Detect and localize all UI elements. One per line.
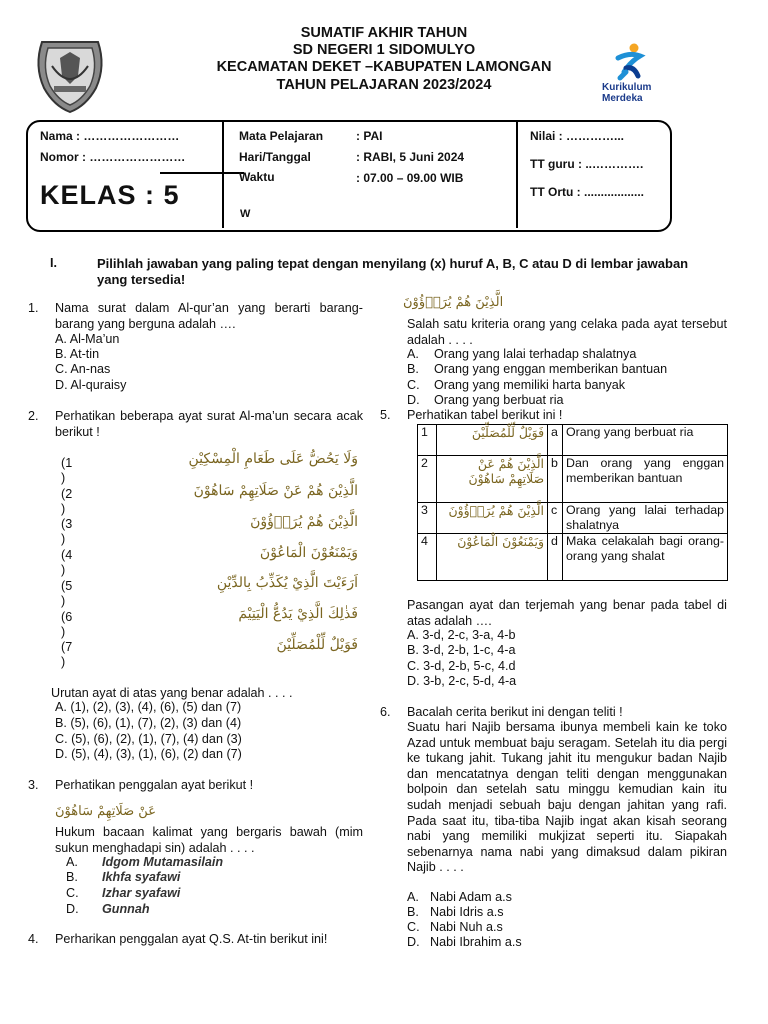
logo-text-merdeka: Merdeka: [602, 93, 643, 104]
q5-option-c[interactable]: C. 3-d, 2-b, 5-c, 4.d: [407, 659, 516, 673]
kelas-label: KELAS : 5: [40, 180, 180, 210]
q2-item-number: (4: [61, 548, 73, 562]
q4-ayat: الَّذِيْنَ هُمْ يُرَاۤؤُوْنَ: [403, 295, 504, 310]
q2-option-c[interactable]: C. (5), (6), (2), (1), (7), (4) dan (3): [55, 732, 242, 746]
q1-option-d[interactable]: D. Al-quraisy: [55, 378, 127, 392]
q5-option-b[interactable]: B. 3-d, 2-b, 1-c, 4-a: [407, 643, 516, 657]
q6-number: 6.: [380, 705, 391, 719]
field-nilai[interactable]: Nilai : …………...: [530, 129, 625, 143]
row-number: 1: [418, 425, 437, 456]
q6-option-d[interactable]: Nabi Ibrahim a.s: [430, 935, 522, 949]
row-meaning: Orang yang lalai terhadap shalatnya: [563, 503, 728, 534]
q6-option-c[interactable]: Nabi Nuh a.s: [430, 920, 503, 934]
row-meaning: Dan orang yang enggan memberikan bantuan: [563, 456, 728, 503]
q2-item-number: (5: [61, 579, 73, 593]
q2-item-close: ): [61, 532, 66, 546]
q6-option-c-letter: C.: [407, 920, 420, 934]
table-row: [418, 425, 728, 456]
header-school: SD NEGERI 1 SIDOMULYO: [292, 42, 476, 58]
q6-text: Bacalah cerita berikut ini dengan teliti !: [407, 705, 623, 719]
row-meaning: Maka celakalah bagi orang-orang yang shalat: [563, 534, 728, 581]
q3-option-c[interactable]: Izhar syafawi: [102, 886, 181, 900]
q2-option-d[interactable]: D. (5), (4), (3), (1), (6), (2) dan (7): [55, 747, 242, 761]
q2-item-number: (6: [61, 610, 73, 624]
q2-item-number: (2: [61, 487, 73, 501]
q4-option-b-letter: B.: [407, 362, 419, 376]
waktu-value: : 07.00 – 09.00 WIB: [356, 171, 464, 185]
w-mark: W: [240, 208, 251, 220]
q2-question: Urutan ayat di atas yang benar adalah . . . .: [51, 686, 293, 700]
row-ayat: الَّذِيْنَ هُمْ يُرَاۤؤُوْنَ: [437, 503, 548, 534]
q3-question: Hukum bacaan kalimat yang bergaris bawah (mim sukun menghadapi sin) adalah . . . .: [55, 825, 363, 855]
q2-item-ayat: اَرَءَيْتَ الَّذِيْ يُكَذِّبُ بِالدِّيْنِ: [216, 575, 358, 591]
q3-option-b-letter: B.: [66, 870, 78, 884]
q2-item-ayat: وَيَمْنَعُوْنَ الْمَاعُوْنَ: [259, 545, 358, 561]
q3-option-d[interactable]: Gunnah: [102, 902, 150, 916]
q5-option-d[interactable]: D. 3-b, 2-c, 5-d, 4-a: [407, 674, 517, 688]
q4-number: 4.: [28, 932, 39, 946]
q6-option-b[interactable]: Nabi Idris a.s: [430, 905, 504, 919]
q2-item-ayat: فَوَيْلٌ لِّلْمُصَلِّيْنَ: [276, 637, 358, 653]
q4-option-d[interactable]: Orang yang berbuat ria: [434, 393, 564, 407]
q3-option-b[interactable]: Ikhfa syafawi: [102, 870, 181, 884]
logo-text-kurikulum: Kurikulum: [602, 82, 652, 93]
q2-item-ayat: وَلَا يَحُضُّ عَلَى طَعَامِ الْمِسْكِيْنِ: [188, 451, 358, 467]
row-letter: b: [548, 456, 563, 503]
q4-text: Perharikan penggalan ayat Q.S. At-tin berikut ini!: [55, 932, 328, 946]
q2-item-ayat: الَّذِيْنَ هُمْ يُرَاۤؤُوْنَ: [250, 514, 358, 530]
q2-item-close: ): [61, 502, 66, 516]
q1-text: Nama surat dalam Al-qur’an yang berarti barang-barang yang berguna adalah ….: [55, 301, 363, 331]
field-tt-ortu[interactable]: TT Ortu : ..................: [530, 185, 644, 199]
q3-option-d-letter: D.: [66, 902, 79, 916]
mapel-label: Mata Pelajaran: [239, 129, 324, 143]
hari-label: Hari/Tanggal: [239, 150, 311, 164]
q5-option-a[interactable]: A. 3-d, 2-c, 3-a, 4-b: [407, 628, 516, 642]
q1-number: 1.: [28, 301, 39, 315]
row-ayat: الَّذِيْنَ هُمْ عَنْ صَلَاتِهِمْ سَاهُوْنَ: [437, 456, 548, 503]
q2-item-ayat: الَّذِيْنَ هُمْ عَنْ صَلَاتِهِمْ سَاهُوْنَ: [193, 483, 358, 499]
row-ayat: وَيَمْنَعُوْنَ الْمَاعُوْنَ: [437, 534, 548, 581]
table-row: [418, 456, 728, 503]
q5-number: 5.: [380, 408, 391, 422]
header-district: KECAMATAN DEKET –KABUPATEN LAMONGAN: [216, 59, 552, 75]
instruction-number: I.: [50, 256, 57, 270]
q5-text: Perhatikan tabel berikut ini !: [407, 408, 563, 422]
q1-option-a[interactable]: A. Al-Ma’un: [55, 332, 120, 346]
row-number: 4: [418, 534, 437, 581]
q2-item-ayat: فَذٰلِكَ الَّذِيْ يَدُعُّ الْيَتِيْمَ: [238, 606, 358, 622]
q2-item-number: (7: [61, 640, 73, 654]
row-letter: c: [548, 503, 563, 534]
q4-option-a[interactable]: Orang yang lalai terhadap shalatnya: [434, 347, 637, 361]
header-year: TAHUN PELAJARAN 2023/2024: [276, 77, 492, 93]
row-ayat: فَوَيْلٌ لِّلْمُصَلِّيْنَ: [437, 425, 548, 456]
q2-item-close: ): [61, 594, 66, 608]
q2-text: Perhatikan beberapa ayat surat Al-ma’un secara acak berikut !: [55, 409, 363, 439]
kurikulum-merdeka-icon: [600, 42, 660, 84]
field-nama[interactable]: Nama : ……………………: [40, 129, 180, 143]
row-letter: d: [548, 534, 563, 581]
info-divider-1: [222, 121, 224, 228]
kurikulum-merdeka-logo: [600, 42, 660, 110]
field-nomor[interactable]: Nomor : ……………………: [40, 150, 186, 164]
row-letter: a: [548, 425, 563, 456]
q4-option-b[interactable]: Orang yang enggan memberikan bantuan: [434, 362, 668, 376]
q4-question: Salah satu kriteria orang yang celaka pada ayat tersebut adalah . . . .: [407, 317, 727, 347]
q4-option-c-letter: C.: [407, 378, 420, 392]
q6-option-a[interactable]: Nabi Adam a.s: [430, 890, 512, 904]
q1-option-b[interactable]: B. At-tin: [55, 347, 100, 361]
instruction-text: Pilihlah jawaban yang paling tepat dengan menyilang (x) huruf A, B, C atau D di lembar jawaban yang tersedia!: [97, 256, 689, 287]
q3-ayat: عَنْ صَلَاتِهِمْ سَاهُوْنَ: [55, 804, 156, 819]
q2-option-a[interactable]: A. (1), (2), (3), (4), (6), (5) dan (7): [55, 700, 242, 714]
q5-table: [417, 424, 728, 581]
q3-option-a-letter: A.: [66, 855, 78, 869]
q2-item-close: ): [61, 655, 66, 669]
table-row: [418, 503, 728, 534]
info-divider-2: [516, 121, 518, 228]
mapel-value: : PAI: [356, 129, 383, 143]
q6-option-a-letter: A.: [407, 890, 419, 904]
q2-item-number: (3: [61, 517, 73, 531]
field-tt-guru[interactable]: TT guru : ..………….: [530, 157, 644, 171]
hari-value: : RABI, 5 Juni 2024: [356, 150, 465, 164]
waktu-label: Waktu: [239, 170, 275, 184]
q2-number: 2.: [28, 409, 39, 423]
q2-item-close: ): [61, 563, 66, 577]
q2-option-b[interactable]: B. (5), (6), (1), (7), (2), (3) dan (4): [55, 716, 242, 730]
q2-item-close: ): [61, 625, 66, 639]
q3-text: Perhatikan penggalan ayat berikut !: [55, 778, 254, 792]
q6-option-d-letter: D.: [407, 935, 420, 949]
q4-option-c[interactable]: Orang yang memiliki harta banyak: [434, 378, 626, 392]
q3-option-a[interactable]: Idgom Mutamasilain: [102, 855, 224, 869]
q3-option-c-letter: C.: [66, 886, 79, 900]
q2-item-close: ): [61, 471, 66, 485]
header-title: SUMATIF AKHIR TAHUN: [300, 25, 468, 41]
row-meaning: Orang yang berbuat ria: [563, 425, 728, 456]
q6-story: Suatu hari Najib bersama ibunya membeli kain ke toko Azad untuk membuat baju seragam. Setelah itu dia pergi ke tukang jahit. Tukang jahit itu mengukur badan Najib dan mencatatnya dengan teliti dengan menggunakan bolpoin dan setelah satu minggu kemudian kain itu sudah menjadi sebuah baju dengan jahitan yang rafi. Pada saat itu, tiba-tiba Najib ingat akan kisah seorang nabi yang memiliki mukjizat seperti itu. Siapakah sebenarnya nama nabi yang dimaksud dalam pikiran Najib . . . .: [407, 720, 727, 875]
table-row: [418, 534, 728, 581]
q1-option-c[interactable]: C. An-nas: [55, 362, 111, 376]
info-underline: [160, 172, 244, 174]
q4-option-a-letter: A.: [407, 347, 419, 361]
q4-option-d-letter: D.: [407, 393, 420, 407]
q2-item-number: (1: [61, 456, 73, 470]
q3-number: 3.: [28, 778, 39, 792]
row-number: 3: [418, 503, 437, 534]
q5-question: Pasangan ayat dan terjemah yang benar pada tabel di atas adalah ….: [407, 598, 727, 628]
row-number: 2: [418, 456, 437, 503]
q6-option-b-letter: B.: [407, 905, 419, 919]
